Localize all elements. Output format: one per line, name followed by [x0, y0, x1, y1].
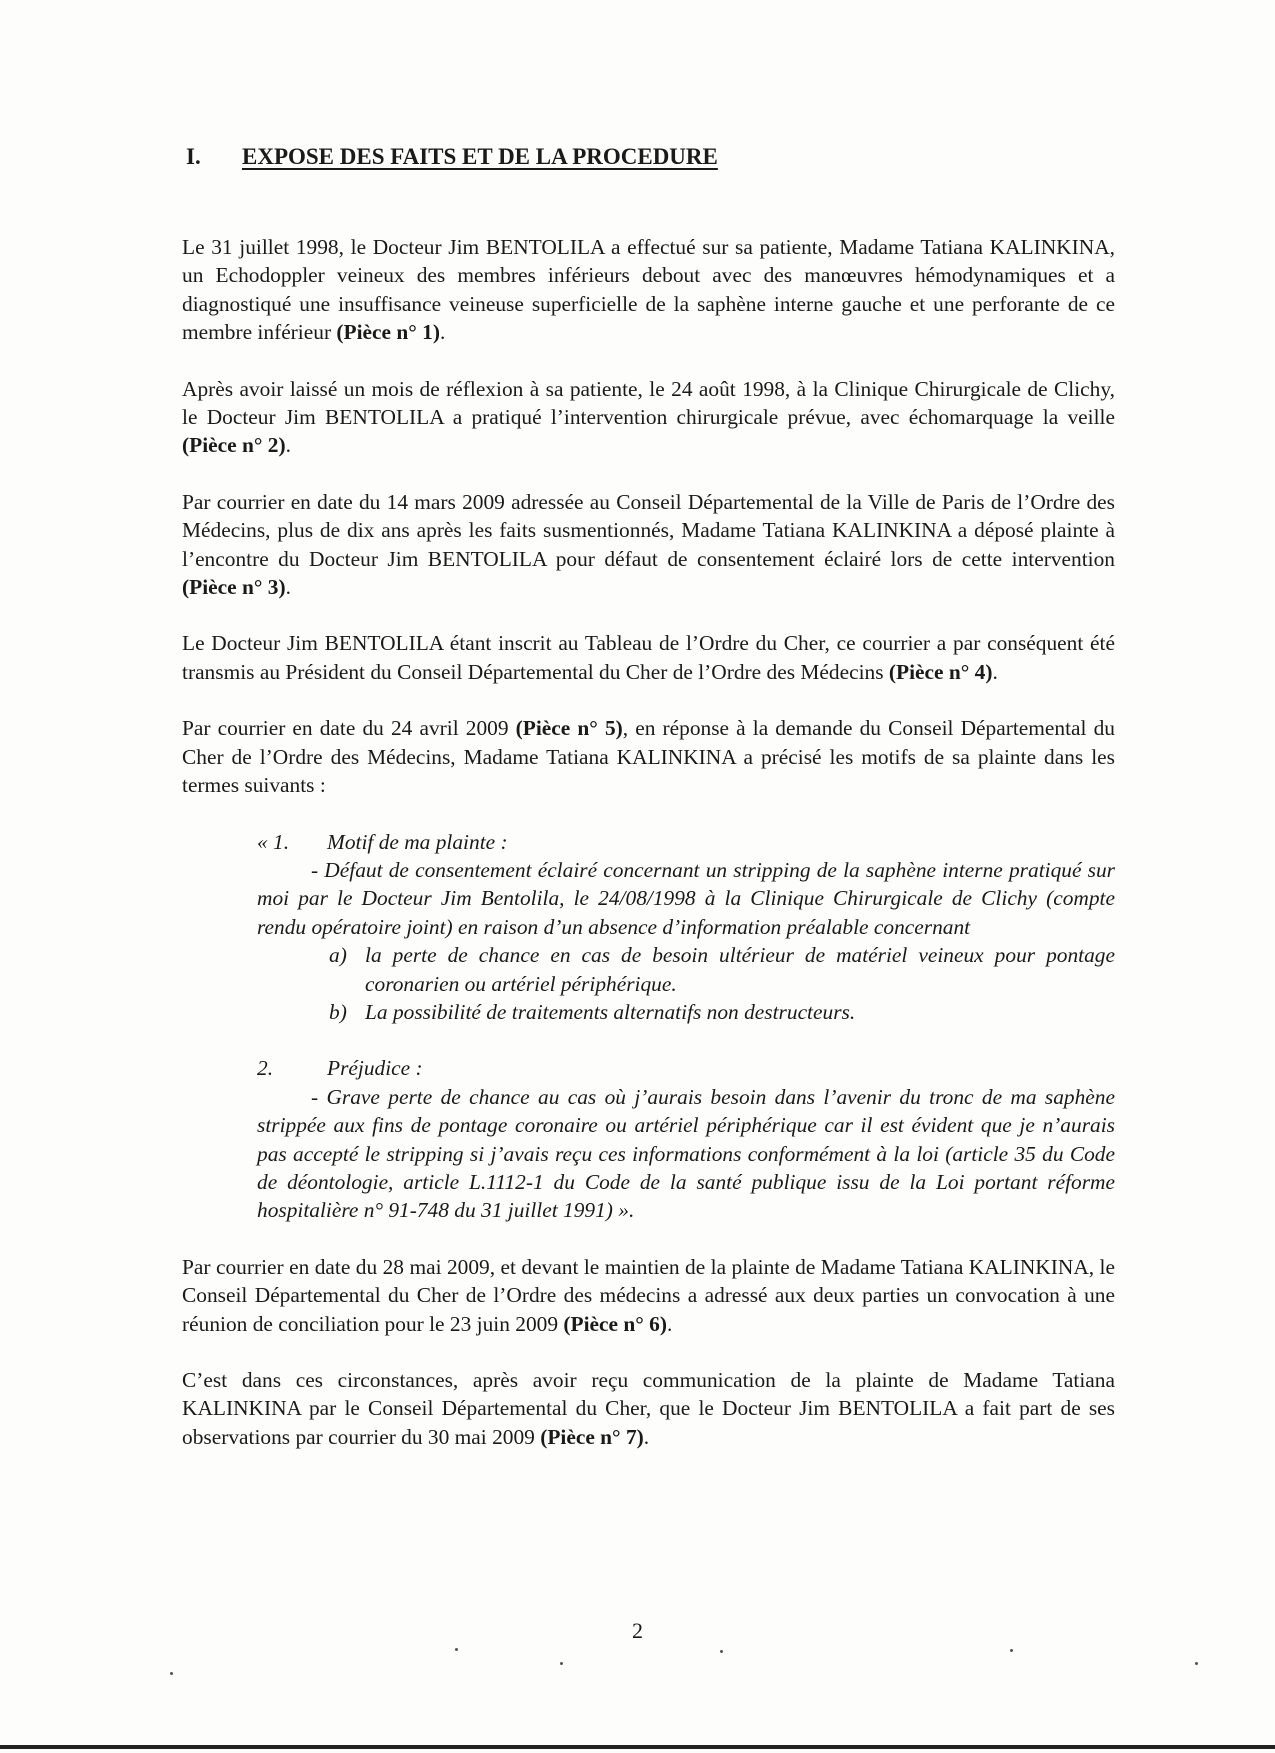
scan-speck — [1195, 1662, 1198, 1665]
scan-speck — [560, 1662, 563, 1665]
quote-item-number: « 1. — [257, 829, 290, 854]
document-body — [182, 233, 1115, 1479]
exhibit-reference: (Pièce n° 5) — [515, 716, 623, 741]
exhibit-reference: (Pièce n° 1) — [336, 320, 441, 345]
scan-speck — [455, 1648, 458, 1651]
complaint-quote — [182, 828, 1115, 1225]
scan-speck — [720, 1650, 723, 1653]
exhibit-reference: (Pièce n° 6) — [563, 1311, 667, 1336]
scan-speck — [1010, 1649, 1013, 1652]
exhibit-reference: (Pièce n° 7) — [540, 1424, 644, 1449]
quote-item-heading — [257, 1054, 1115, 1082]
section-heading — [186, 144, 718, 170]
page-number: 2 — [632, 1618, 643, 1643]
quote-item-text: - Grave perte de chance au cas où j’aurais besoin dans l’avenir du tronc de ma saphène strippée aux fins de pontage coronaire ou artériel périphérique car il est évident que je n’aurais pas accepté le stripping si j’avais reçu ces informations conformément à la loi (article 35 du Code de déontologie, article L.1112-1 du Code de la santé publique issu de la Loi portant réforme hospitalière n° 91-748 du 31 juillet 1991) ». — [257, 1084, 1115, 1223]
section-number: I. — [186, 144, 201, 169]
scan-edge-line — [0, 1745, 1275, 1749]
scan-speck — [170, 1672, 173, 1675]
section-title: EXPOSE DES FAITS ET DE LA PROCEDURE — [242, 144, 718, 169]
paragraph-6: Par courrier en date du 28 mai 2009, et devant le maintien de la plainte de Madame Tatiana KALINKINA, le Conseil Départemental du Cher de l’Ordre des médecins a adressé aux deux parties un convocation à une réunion de conciliation pour le 23 juin 2009 (Pièce n° 6). — [182, 1254, 1115, 1336]
sub-item-letter: b) — [329, 999, 347, 1024]
paragraph-1: Le 31 juillet 1998, le Docteur Jim BENTOLILA a effectué sur sa patiente, Madame Tatiana KALINKINA, un Echodoppler veineux des membres inférieurs debout avec des manœuvres hémodynamiques et a diagnostiqué une insuffisance veineuse superficielle de la saphène interne gauche et une perforante de ce membre inférieur (Pièce n° 1). — [182, 235, 1115, 345]
exhibit-reference: (Pièce n° 2) — [182, 433, 286, 458]
sub-item-text: La possibilité de traitements alternatifs non destructeurs. — [365, 999, 856, 1024]
quote-sub-item — [329, 941, 1115, 998]
paragraph-2: Après avoir laissé un mois de réflexion à sa patiente, le 24 août 1998, à la Clinique Chirurgicale de Clichy, le Docteur Jim BENTOLILA a pratiqué l’intervention chirurgicale prévue, avec échomarquage la veille (Pièce n° 2). — [182, 376, 1115, 458]
paragraph-4: Le Docteur Jim BENTOLILA étant inscrit au Tableau de l’Ordre du Cher, ce courrier a par conséquent été transmis au Président du Conseil Départemental du Cher de l’Ordre des Médecins (Pièce n° 4). — [182, 631, 1115, 684]
sub-item-text: la perte de chance en cas de besoin ultérieur de matériel veineux pour pontage coronarien ou artériel périphérique. — [365, 943, 1115, 996]
paragraph-3: Par courrier en date du 14 mars 2009 adressée au Conseil Départemental de la Ville de Paris de l’Ordre des Médecins, plus de dix ans après les faits susmentionnés, Madame Tatiana KALINKINA a déposé plainte à l’encontre du Docteur Jim BENTOLILA pour défaut de consentement éclairé lors de cette intervention (Pièce n° 3). — [182, 489, 1115, 600]
quote-sub-item — [329, 998, 1115, 1026]
exhibit-reference: (Pièce n° 3) — [182, 575, 286, 600]
quote-item-text: - Défaut de consentement éclairé concernant un stripping de la saphène interne pratiqué sur moi par le Docteur Jim Bentolila, le 24/08/1998 à la Clinique Chirurgicale de Clichy (compte rendu opératoire joint) en raison d’un absence d’information préalable concernant — [257, 857, 1115, 939]
quote-item-number: 2. — [257, 1056, 274, 1081]
quote-item-1 — [257, 828, 1115, 1027]
paragraph-7: C’est dans ces circonstances, après avoir reçu communication de la plainte de Madame Tatiana KALINKINA par le Conseil Départemental du Cher, que le Docteur Jim BENTOLILA a fait part de ses observations par courrier du 30 mai 2009 (Pièce n° 7). — [182, 1368, 1115, 1449]
quote-item-title: Motif de ma plainte : — [327, 829, 508, 854]
quote-sub-list — [257, 941, 1115, 1026]
paragraph-5: Par courrier en date du 24 avril 2009 (Pièce n° 5), en réponse à la demande du Conseil Départemental du Cher de l’Ordre des Médecins, Madame Tatiana KALINKINA a précisé les motifs de sa plainte dans les termes suivants : — [182, 716, 1115, 798]
quote-item-2 — [257, 1054, 1115, 1224]
quote-item-heading — [257, 828, 1115, 856]
exhibit-reference: (Pièce n° 4) — [888, 659, 993, 684]
sub-item-letter: a) — [329, 943, 347, 968]
quote-item-title: Préjudice : — [327, 1056, 423, 1081]
